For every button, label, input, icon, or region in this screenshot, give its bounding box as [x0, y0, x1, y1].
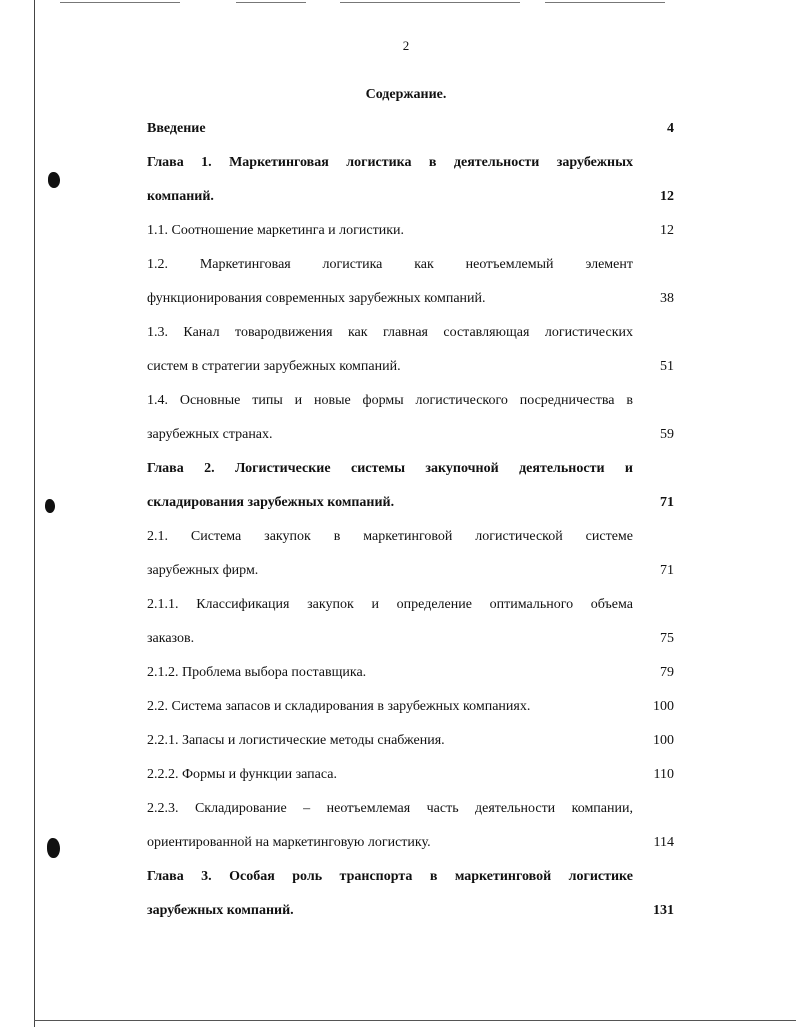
toc-page-number: 59 — [660, 427, 674, 442]
scan-rule-top — [545, 2, 665, 3]
toc-page-number: 4 — [667, 121, 674, 136]
toc-line: Глава 2. Логистические системы закупочной деятельности и — [147, 461, 633, 476]
page-title: Содержание. — [365, 87, 447, 102]
binding-mark — [48, 172, 60, 188]
toc-page-number: 100 — [653, 699, 674, 714]
toc-line: Глава 3. Особая роль транспорта в маркетинговой логистике — [147, 869, 633, 884]
toc-page-number: 79 — [660, 665, 674, 680]
toc-line: Введение — [147, 121, 206, 136]
binding-mark — [45, 499, 55, 513]
toc-line: функционирования современных зарубежных компаний. — [147, 291, 486, 306]
toc-line: зарубежных фирм. — [147, 563, 259, 578]
toc-line: 2.2. Система запасов и складирования в зарубежных компаниях. — [147, 699, 531, 714]
toc-line: 2.1.1. Классификация закупок и определение оптимального объема — [147, 597, 633, 612]
toc-line: 1.1. Соотношение маркетинга и логистики. — [147, 223, 404, 238]
toc-line: заказов. — [147, 631, 195, 646]
toc-line: зарубежных странах. — [147, 427, 273, 442]
page-number: 2 — [402, 38, 410, 53]
toc-line: 2.1.2. Проблема выбора поставщика. — [147, 665, 367, 680]
toc-page-number: 12 — [660, 189, 674, 204]
scan-rule-top — [236, 2, 306, 3]
toc-line: компаний. — [147, 189, 214, 204]
toc-line: Глава 1. Маркетинговая логистика в деятельности зарубежных — [147, 155, 633, 170]
toc-line: зарубежных компаний. — [147, 903, 294, 918]
toc-line: 1.4. Основные типы и новые формы логистического посредничества в — [147, 393, 633, 408]
toc-page-number: 38 — [660, 291, 674, 306]
toc-line: 2.2.1. Запасы и логистические методы снабжения. — [147, 733, 445, 748]
scan-rule-bottom — [34, 1020, 796, 1021]
scan-rule-left — [34, 0, 35, 1027]
toc-line: 2.1. Система закупок в маркетинговой логистической системе — [147, 529, 633, 544]
toc-line: 1.2. Маркетинговая логистика как неотъемлемый элемент — [147, 257, 633, 272]
toc-page-number: 75 — [660, 631, 674, 646]
toc-page-number: 110 — [653, 767, 674, 782]
toc-page-number: 71 — [660, 495, 674, 510]
binding-mark — [47, 838, 60, 858]
scan-rule-top — [60, 2, 180, 3]
toc-page-number: 100 — [653, 733, 674, 748]
toc-page-number: 131 — [653, 903, 674, 918]
toc-line: ориентированной на маркетинговую логистику. — [147, 835, 431, 850]
toc-page-number: 114 — [653, 835, 674, 850]
toc-line: систем в стратегии зарубежных компаний. — [147, 359, 401, 374]
toc-page-number: 71 — [660, 563, 674, 578]
toc-page-number: 12 — [660, 223, 674, 238]
toc-line: 2.2.3. Складирование – неотъемлемая часть деятельности компании, — [147, 801, 633, 816]
toc-page-number: 51 — [660, 359, 674, 374]
toc-line: 1.3. Канал товародвижения как главная составляющая логистических — [147, 325, 633, 340]
scan-rule-top — [340, 2, 520, 3]
toc-line: складирования зарубежных компаний. — [147, 495, 395, 510]
toc-line: 2.2.2. Формы и функции запаса. — [147, 767, 337, 782]
